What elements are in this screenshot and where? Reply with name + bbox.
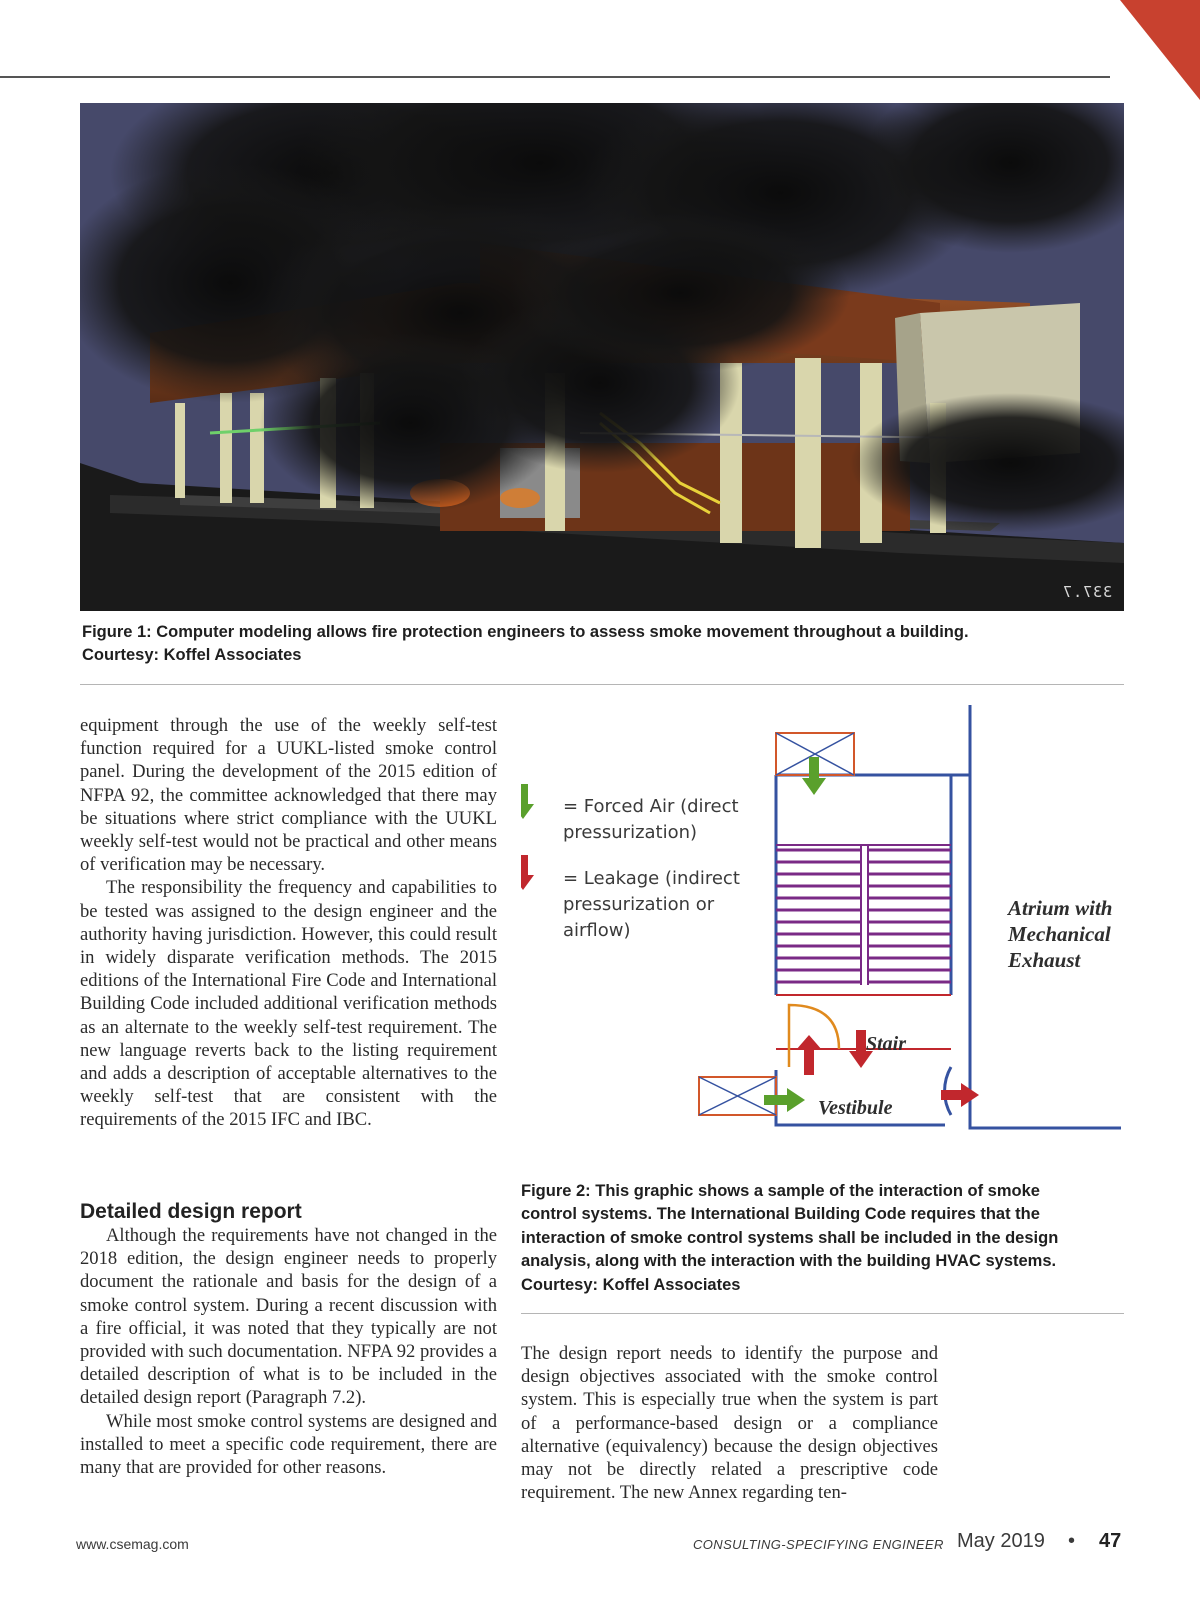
footer-date: May 2019 [957, 1530, 1045, 1552]
body-paragraph: equipment through the use of the weekly self-test function required for a UUKL-listed smoke control panel. During the development of the 2015 edition of NFPA 92, the committee acknowledged that there may be situations where strict compliance with the UUKL weekly self-test would not be practical and other means of verification may be necessary. [80, 715, 497, 876]
vestibule-label: Vestibule [818, 1097, 893, 1119]
left-column-lower [80, 1224, 497, 1479]
stair-label: Stair [866, 1033, 907, 1055]
section-heading: Detailed design report [80, 1200, 302, 1223]
right-column [521, 1342, 938, 1504]
page-number: 47 [1099, 1530, 1122, 1552]
footer-bullet: • [1068, 1530, 1076, 1552]
figure-1-divider [80, 684, 1124, 685]
footer-url[interactable]: www.csemag.com [76, 1536, 189, 1552]
model-time-counter: 337.7 [1061, 583, 1112, 601]
footer-magazine: CONSULTING-SPECIFYING ENGINEER [693, 1537, 944, 1552]
header-rule [0, 76, 1110, 78]
figure-1-caption: Figure 1: Computer modeling allows fire protection engineers to assess smoke movement throughout a building. Courtesy: Koffel Associates [82, 623, 969, 664]
figure-1-image [80, 103, 1124, 611]
body-paragraph: The responsibility the frequency and capabilities to be tested was assigned to the design engineer and the authority having jurisdiction. However, this could result in widely disparate verification methods. The 2015 editions of the International Fire Code and International Building Code included additional verification methods as an alternate to the weekly self-test requirement. The new language reverts back to the listing requirement and adds a description of acceptable alternatives to the weekly self-test that are consistent with the requirements of the 2015 IFC and IBC. [80, 877, 497, 1131]
figure-2-caption: Figure 2: This graphic shows a sample of the interaction of smoke control systems. The International Building Code requires that the interaction of smoke control systems shall be included in the design analysis, along with the interaction with the building HVAC systems. Courtesy: Koffel Associates [521, 1182, 1059, 1294]
body-paragraph: The design report needs to identify the purpose and design objectives associated with the smoke control system. This is especially true when the system is part of a performance-based design or a compliance alternative (equivalency) because the design objectives may not be directly related a prescriptive code requirement. The new Annex regarding ten- [521, 1343, 938, 1504]
body-paragraph: While most smoke control systems are designed and installed to meet a specific code requirement, there are many that are provided for other reasons. [80, 1410, 497, 1479]
corner-accent [1100, 0, 1200, 100]
leakage-legend-arrow [521, 855, 534, 890]
forced-air-legend-arrow [521, 784, 534, 819]
atrium-label: Atrium with Mechanical Exhaust [1008, 896, 1113, 972]
legend-leakage: = Leakage (indirect pressurization or airflow) [563, 868, 740, 941]
body-paragraph: Although the requirements have not changed in the 2018 edition, the design engineer needs to properly document the rationale and basis for the design of a smoke control system. During a recent discussion with a fire official, it was noted that they typically are not provided with such documentation. NFPA 92 provides a detailed description of what is to be included in the detailed design report (Paragraph 7.2). [80, 1225, 497, 1409]
figure-2-divider [521, 1313, 1124, 1314]
left-column-upper [80, 714, 497, 1132]
legend-forced-air: = Forced Air (direct pressurization) [563, 796, 739, 843]
